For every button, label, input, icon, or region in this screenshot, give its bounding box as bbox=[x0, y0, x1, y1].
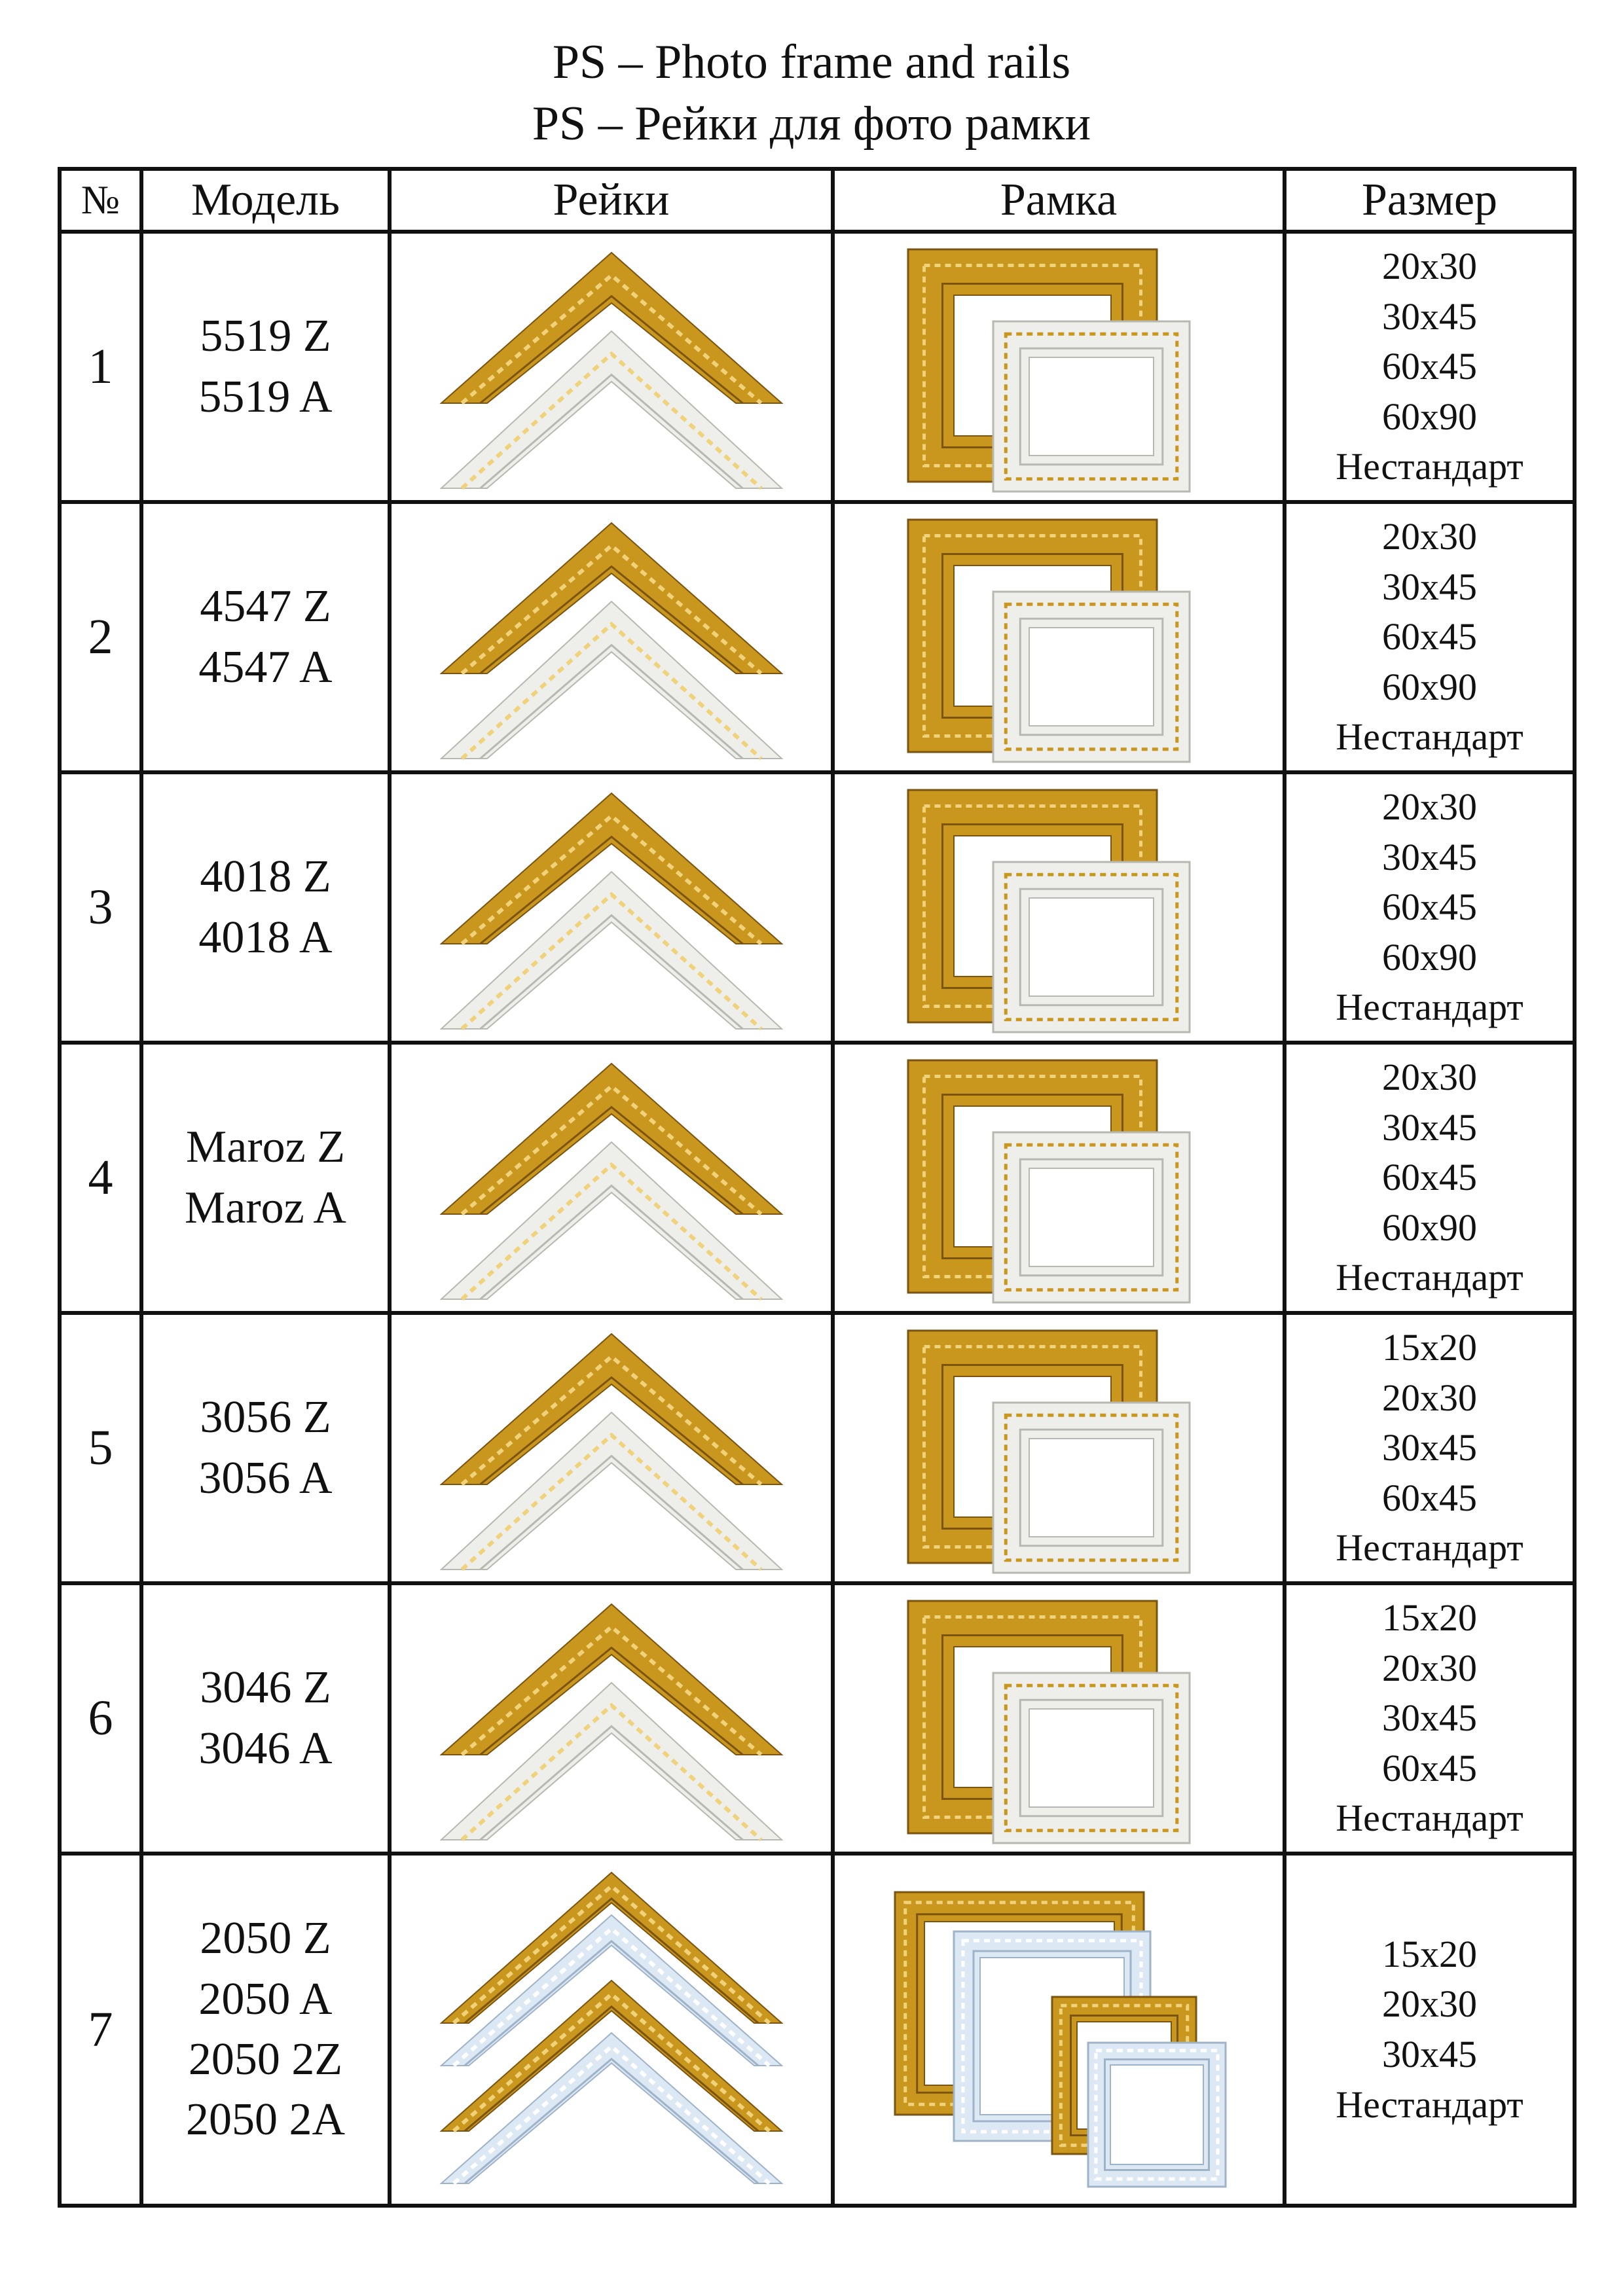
header-frame: Рамка bbox=[833, 169, 1285, 232]
white-frame bbox=[993, 862, 1190, 1032]
page-title-russian: PS – Рейки для фото рамки bbox=[532, 97, 1091, 151]
rail-corners-picture bbox=[428, 780, 795, 1035]
size-value: 20x30 bbox=[1382, 1982, 1477, 2026]
frames-picture bbox=[882, 1866, 1235, 2193]
size-value: 30x45 bbox=[1382, 565, 1477, 608]
header-model: Модель bbox=[141, 169, 390, 232]
rails-cell bbox=[390, 232, 833, 502]
frame-cell bbox=[833, 232, 1285, 502]
size-value: Нестандарт bbox=[1336, 715, 1523, 759]
table-row bbox=[60, 1313, 1575, 1583]
model-code: 3056 A bbox=[198, 1452, 333, 1503]
table-body bbox=[60, 232, 1575, 2206]
model-code: 5519 A bbox=[198, 371, 333, 422]
white-rail-corner bbox=[441, 1412, 782, 1570]
model-cell bbox=[141, 502, 390, 772]
rails-cell bbox=[390, 772, 833, 1043]
size-value: 60x90 bbox=[1382, 935, 1477, 978]
size-value: 60x45 bbox=[1382, 1746, 1477, 1789]
rail-corners-picture bbox=[428, 1321, 795, 1576]
row-number: 2 bbox=[60, 502, 141, 772]
row-number: 5 bbox=[60, 1313, 141, 1583]
model-code: Maroz Z bbox=[186, 1122, 345, 1173]
rail-corners-picture bbox=[428, 510, 795, 765]
model-cell bbox=[141, 772, 390, 1043]
model-code: 2050 Z bbox=[200, 1913, 331, 1964]
size-value: 60x45 bbox=[1382, 1156, 1477, 1199]
row-number: 6 bbox=[60, 1583, 141, 1854]
model-code: 4018 Z bbox=[200, 852, 331, 903]
size-value: Нестандарт bbox=[1336, 1526, 1523, 1570]
table-row bbox=[60, 232, 1575, 502]
model-code: 2050 2A bbox=[185, 2094, 346, 2145]
header-size: Размер bbox=[1285, 169, 1575, 232]
frame-cell bbox=[833, 772, 1285, 1043]
rail-corners-picture bbox=[428, 1591, 795, 1846]
size-cell bbox=[1285, 232, 1575, 502]
catalog-table bbox=[58, 167, 1577, 2208]
model-code: 5519 Z bbox=[200, 311, 331, 362]
model-code: 2050 A bbox=[198, 1973, 333, 2024]
size-value: Нестандарт bbox=[1336, 1797, 1523, 1840]
frames-picture bbox=[882, 1321, 1235, 1576]
model-code: Maroz A bbox=[185, 1182, 346, 1233]
row-number: 4 bbox=[60, 1043, 141, 1313]
model-cell bbox=[141, 1043, 390, 1313]
size-value: 30x45 bbox=[1382, 2033, 1477, 2075]
size-value: Нестандарт bbox=[1336, 986, 1523, 1029]
frames-picture bbox=[882, 780, 1235, 1035]
table-row bbox=[60, 1583, 1575, 1854]
size-value: Нестандарт bbox=[1336, 445, 1523, 488]
model-code: 4547 Z bbox=[200, 581, 331, 632]
white-frame bbox=[993, 1403, 1190, 1573]
size-value: 60x45 bbox=[1382, 886, 1477, 929]
size-value: 60x90 bbox=[1382, 1206, 1477, 1249]
table-row bbox=[60, 772, 1575, 1043]
size-value: 20x30 bbox=[1382, 1056, 1477, 1099]
table-header-row bbox=[60, 169, 1575, 232]
size-value: Нестандарт bbox=[1336, 1256, 1523, 1299]
model-code: 3046 A bbox=[198, 1723, 333, 1774]
frames-picture bbox=[882, 240, 1235, 495]
size-cell bbox=[1285, 1043, 1575, 1313]
row-number: 1 bbox=[60, 232, 141, 502]
frames-picture bbox=[882, 1050, 1235, 1306]
model-cell bbox=[141, 1313, 390, 1583]
size-value: 20x30 bbox=[1382, 1376, 1477, 1419]
size-value: 20x30 bbox=[1382, 515, 1477, 558]
model-code: 4018 A bbox=[198, 912, 333, 963]
size-value: 20x30 bbox=[1382, 1646, 1477, 1689]
white-frame bbox=[993, 592, 1190, 762]
size-value: 30x45 bbox=[1382, 295, 1477, 338]
white-rail-corner bbox=[441, 872, 782, 1029]
size-cell bbox=[1285, 502, 1575, 772]
white-rail-corner bbox=[441, 331, 782, 488]
frame-cell bbox=[833, 1043, 1285, 1313]
frame-cell bbox=[833, 502, 1285, 772]
size-value: 60x45 bbox=[1382, 615, 1477, 658]
size-value: 60x90 bbox=[1382, 665, 1477, 708]
frame-cell bbox=[833, 1313, 1285, 1583]
row-number: 7 bbox=[60, 1854, 141, 2206]
white-rail-corner bbox=[441, 1142, 782, 1299]
table-row bbox=[60, 1043, 1575, 1313]
size-value: 15x20 bbox=[1382, 1932, 1477, 1975]
size-value: 20x30 bbox=[1382, 245, 1477, 288]
table-row bbox=[60, 1854, 1575, 2206]
rail-corners-picture bbox=[428, 1866, 795, 2193]
model-cell bbox=[141, 232, 390, 502]
size-value: 30x45 bbox=[1382, 1426, 1477, 1469]
size-cell bbox=[1285, 772, 1575, 1043]
model-code: 4547 A bbox=[198, 641, 333, 692]
size-value: Нестандарт bbox=[1336, 2083, 1523, 2126]
rails-cell bbox=[390, 1313, 833, 1583]
rail-corners-picture bbox=[428, 240, 795, 495]
size-value: 15x20 bbox=[1382, 1326, 1477, 1369]
size-value: 60x45 bbox=[1382, 345, 1477, 388]
frame-cell bbox=[833, 1583, 1285, 1854]
rails-cell bbox=[390, 502, 833, 772]
rails-cell bbox=[390, 1583, 833, 1854]
rails-cell bbox=[390, 1854, 833, 2206]
white-frame bbox=[993, 321, 1190, 492]
size-value: 30x45 bbox=[1382, 835, 1477, 878]
size-value: 15x20 bbox=[1382, 1596, 1477, 1640]
size-value: 30x45 bbox=[1382, 1696, 1477, 1740]
white-frame bbox=[993, 1132, 1190, 1302]
model-code: 3056 Z bbox=[200, 1392, 331, 1443]
page-title-english: PS – Photo frame and rails bbox=[552, 35, 1071, 89]
size-value: 30x45 bbox=[1382, 1105, 1477, 1149]
white-rail-corner bbox=[441, 601, 782, 759]
row-number: 3 bbox=[60, 772, 141, 1043]
header-rails: Рейки bbox=[390, 169, 833, 232]
white-rail-corner bbox=[441, 1683, 782, 1840]
blue-white-frame-small bbox=[1088, 2043, 1226, 2187]
white-frame bbox=[993, 1673, 1190, 1843]
frames-picture bbox=[882, 510, 1235, 765]
model-code: 3046 Z bbox=[200, 1662, 331, 1713]
size-cell bbox=[1285, 1854, 1575, 2206]
frames-picture bbox=[882, 1591, 1235, 1846]
model-cell bbox=[141, 1854, 390, 2206]
frame-cell bbox=[833, 1854, 1285, 2206]
size-cell bbox=[1285, 1583, 1575, 1854]
model-cell bbox=[141, 1583, 390, 1854]
header-number: № bbox=[60, 169, 141, 232]
rails-cell bbox=[390, 1043, 833, 1313]
size-value: 60x45 bbox=[1382, 1476, 1477, 1519]
table-row bbox=[60, 502, 1575, 772]
model-code: 2050 2Z bbox=[188, 2034, 343, 2085]
size-value: 60x90 bbox=[1382, 395, 1477, 438]
size-value: 20x30 bbox=[1382, 785, 1477, 829]
rail-corners-picture bbox=[428, 1050, 795, 1306]
size-cell bbox=[1285, 1313, 1575, 1583]
